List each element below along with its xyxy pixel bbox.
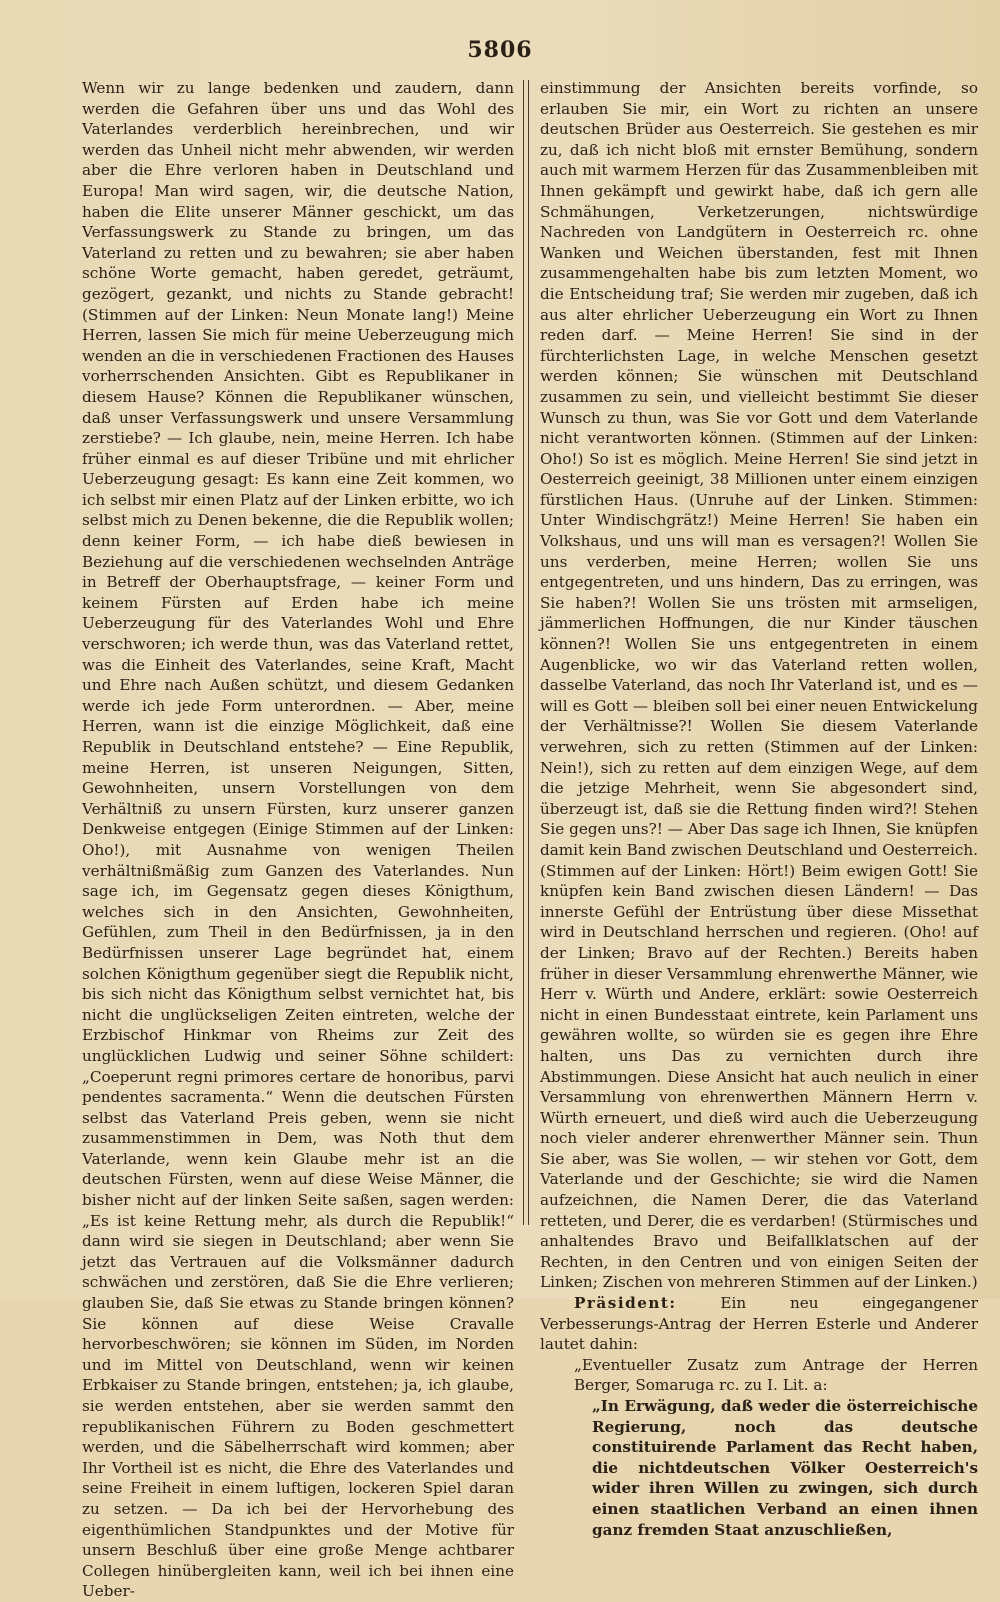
speaker-label: Präsident: bbox=[574, 1294, 677, 1313]
president-statement: Ein neu eingegangener Verbesserungs-Antrag der Herren Esterle und Anderer lautet dahin: bbox=[540, 1294, 978, 1354]
column-divider bbox=[523, 80, 529, 1225]
right-column-paragraph: einstimmung der Ansichten bereits vorfinde, so erlauben Sie mir, ein Wort zu richten an unsere deutschen Brüder aus Oesterreich. Sie gestehen es mir zu, daß ich nicht bloß mit ernster Bemühung, sondern auch mit warmem Herzen für das Zusammenbleiben mit Ihnen gekämpft und gewirkt habe, daß ich gern alle Schmähungen, Verketzerungen, nichtswürdige Nachreden von Landgütern in Oesterreich rc. ohne Wanken und Weichen überstanden, fest mit Ihnen zusammengehalten habe bis zum letzten Moment, wo die Entscheidung traf; Sie werden mir zugeben, daß ich aus alter ehrlicher Ueberzeugung ein Wort zu Ihnen reden darf. — Meine Herren! Sie sind in der fürchterlichsten Lage, in welche Menschen gesetzt werden können; Sie wünschen mit Deutschland zusammen zu sein, und vielleicht bestimmt Sie dieser Wunsch zu thun, was Sie vor Gott und dem Vaterlande nicht verantworten können. (Stimmen auf der Linken: Oho!) So ist es möglich. Meine Herren! Sie sind jetzt in Oesterreich geeinigt, 38 Millionen unter einem einzigen fürstlichen Haus. (Unruhe auf der Linken. Stimmen: Unter Windischgrätz!) Meine Herren! Sie haben ein Volkshaus, und uns will man es versagen?! Wollen Sie uns verderben, meine Herren; wollen Sie uns entgegentreten, und uns hindern, Das zu erringen, was Sie haben?! Wollen Sie uns trösten mit armseligen, jämmerlichen Hoffnungen, die nur Kinder täuschen können?! Wollen Sie uns entgegentreten in einem Augenblicke, wo wir das Vaterland retten wollen, dasselbe Vaterland, das noch Ihr Vaterland ist, und es — will es Gott — bleiben soll bei einer neuen Entwickelung der Verhältnisse?! Wollen Sie diesem Vaterlande verwehren, sich zu retten (Stimmen auf der Linken: Nein!), sich zu retten auf dem einzigen Wege, auf dem die jetzige Mehrheit, wenn Sie abgesondert sind, überzeugt ist, daß sie die Rettung finden wird?! Stehen Sie gegen uns?! — Aber Das sage ich Ihnen, Sie knüpfen damit kein Band zwischen Deutschland und Oesterreich. (Stimmen auf der Linken: Hört!) Beim ewigen Gott! Sie knüpfen kein Band zwischen diesen Ländern! — Das innerste Gefühl der Entrüstung über diese Missethat wird in Deutschland herrschen und regieren. (Oho! auf der Linken; Bravo auf der Rechten.) Bereits haben früher in dieser Versammlung ehrenwerthe Männer, wie Herr v. Würth und Andere, erklärt: sowie Oesterreich nicht in einen Bundesstaat eintrete, kein Parlament uns gewähren wollte, so würden sie es gegen ihre Ehre halten, uns Das zu vernichten durch ihre Abstimmungen. Diese Ansicht hat auch neulich in einer Versammlung von ehrenwerthen Männern Herrn v. Würth erneuert, und dieß wird auch die Ueberzeugung noch vieler anderer ehrenwerther Männer sein. Thun Sie aber, was Sie wollen, — wir stehen vor Gott, dem Vaterlande und der Geschichte; sie wird die Namen aufzeichnen, die Namen Derer, die das Vaterland retteten, und Derer, die es verdarben! (Stürmisches und anhaltendes Bravo und Beifallklatschen auf der Rechten, in den Centren und von einigen Seiten der Linken; Zischen von mehreren Stimmen auf der Linken.) bbox=[540, 79, 978, 1292]
president-paragraph bbox=[540, 1293, 978, 1355]
page-number: 5806 bbox=[467, 37, 533, 63]
amendment-heading: „Eventueller Zusatz zum Antrage der Herren Berger, Somaruga rc. zu I. Lit. a: bbox=[574, 1355, 978, 1395]
amendment-text: „In Erwägung, daß weder die österreichische Regierung, noch das deutsche constituirende Parlament das Recht haben, die nichtdeutschen Völker Oesterreich's wider ihren Willen zu zwingen, sich durch einen staatlichen Verband an einen ihnen ganz fremden Staat anzuschließen, bbox=[592, 1397, 978, 1539]
left-column-text: Wenn wir zu lange bedenken und zaudern, dann werden die Gefahren über uns und das Wohl des Vaterlandes verderblich hereinbrechen, und wir werden das Unheil nicht mehr abwenden, wir werden aber die Ehre verloren haben in Deutschland und Europa! Man wird sagen, wir, die deutsche Nation, haben die Elite unserer Männer geschickt, um das Verfassungswerk zu Stande zu bringen, um das Vaterland zu retten und zu bewahren; sie aber haben schöne Worte gemacht, haben geredet, geträumt, gezögert, gezankt, und nichts zu Stande gebracht! (Stimmen auf der Linken: Neun Monate lang!) Meine Herren, lassen Sie mich für meine Ueberzeugung mich wenden an die in verschiedenen Fractionen des Hauses vorherrschenden Ansichten. Gibt es Republikaner in diesem Hause? Können die Republikaner wünschen, daß unser Verfassungswerk und unsere Versammlung zerstiebe? — Ich glaube, nein, meine Herren. Ich habe früher einmal es auf dieser Tribüne und mit ehrlicher Ueberzeugung gesagt: Es kann eine Zeit kommen, wo ich selbst mir einen Platz auf der Linken erbitte, wo ich selbst mich zu Denen bekenne, die die Republik wollen; denn keiner Form, — ich habe dieß bewiesen in Beziehung auf die verschiedenen wechselnden Anträge in Betreff der Oberhauptsfrage, — keiner Form und keinem Fürsten auf Erden habe ich meine Ueberzeugung für des Vaterlandes Wohl und Ehre verschworen; ich werde thun, was das Vaterland rettet, was die Einheit des Vaterlandes, seine Kraft, Macht und Ehre nach Außen schützt, und diesem Gedanken werde ich jede Form unterordnen. — Aber, meine Herren, wann ist die einzige Möglichkeit, daß eine Republik in Deutschland entstehe? — Eine Republik, meine Herren, ist unseren Neigungen, Sitten, Gewohnheiten, unsern Vorstellungen von dem Verhältniß zu unsern Fürsten, kurz unserer ganzen Denkweise entgegen (Einige Stimmen auf der Linken: Oho!), mit Ausnahme von wenigen Theilen verhältnißmäßig zum Ganzen des Vaterlandes. Nun sage ich, im Gegensatz gegen dieses Königthum, welches sich in den Ansichten, Gewohnheiten, Gefühlen, zum Theil in den Bedürfnissen, ja in den Bedürfnissen unserer Lage begründet hat, einem solchen Königthum gegenüber siegt die Republik nicht, bis sich nicht das Königthum selbst vernichtet hat, bis nicht die unglückseligen Zeiten eintreten, welche der Erzbischof Hinkmar von Rheims zur Zeit des unglücklichen Ludwig und seiner Söhne schildert: „Coeperunt regni primores certare de honoribus, parvi pendentes sacramenta.“ Wenn die deutschen Fürsten selbst das Vaterland Preis geben, wenn sie nicht zusammenstimmen in Dem, was Noth thut dem Vaterlande, wenn kein Glaube mehr ist an die deutschen Fürsten, wenn auf diese Weise Männer, die bisher nicht auf der linken Seite saßen, sagen werden: „Es ist keine Rettung mehr, als durch die Republik!“ dann wird sie siegen in Deutschland; aber wenn Sie jetzt das Vertrauen auf die Volksmänner dadurch schwächen und zerstören, daß Sie die Ehre verlieren; glauben Sie, daß Sie etwas zu Stande bringen können? Sie können auf diese Weise Cravalle hervorbeschwören; sie können im Süden, im Norden und im Mittel von Deutschland, wenn wir keinen Erbkaiser zu Stande bringen, entstehen; ja, ich glaube, sie werden entstehen, aber sie werden sammt den republikanischen Führern zu Boden geschmettert werden, und die Säbelherrschaft wird kommen; aber Ihr Vortheil ist es nicht, die Ehre des Vaterlandes und seine Freiheit in einem luftigen, lockeren Spiel daran zu setzen. — Da ich bei der Hervorhebung des eigenthümlichen Standpunktes und der Motive für unsern Beschluß über eine große Menge achtbarer Collegen hinübergleiten kann, weil ich bei ihnen eine Ueber- bbox=[82, 79, 514, 1601]
right-column bbox=[540, 78, 978, 1540]
left-column bbox=[82, 78, 514, 1602]
